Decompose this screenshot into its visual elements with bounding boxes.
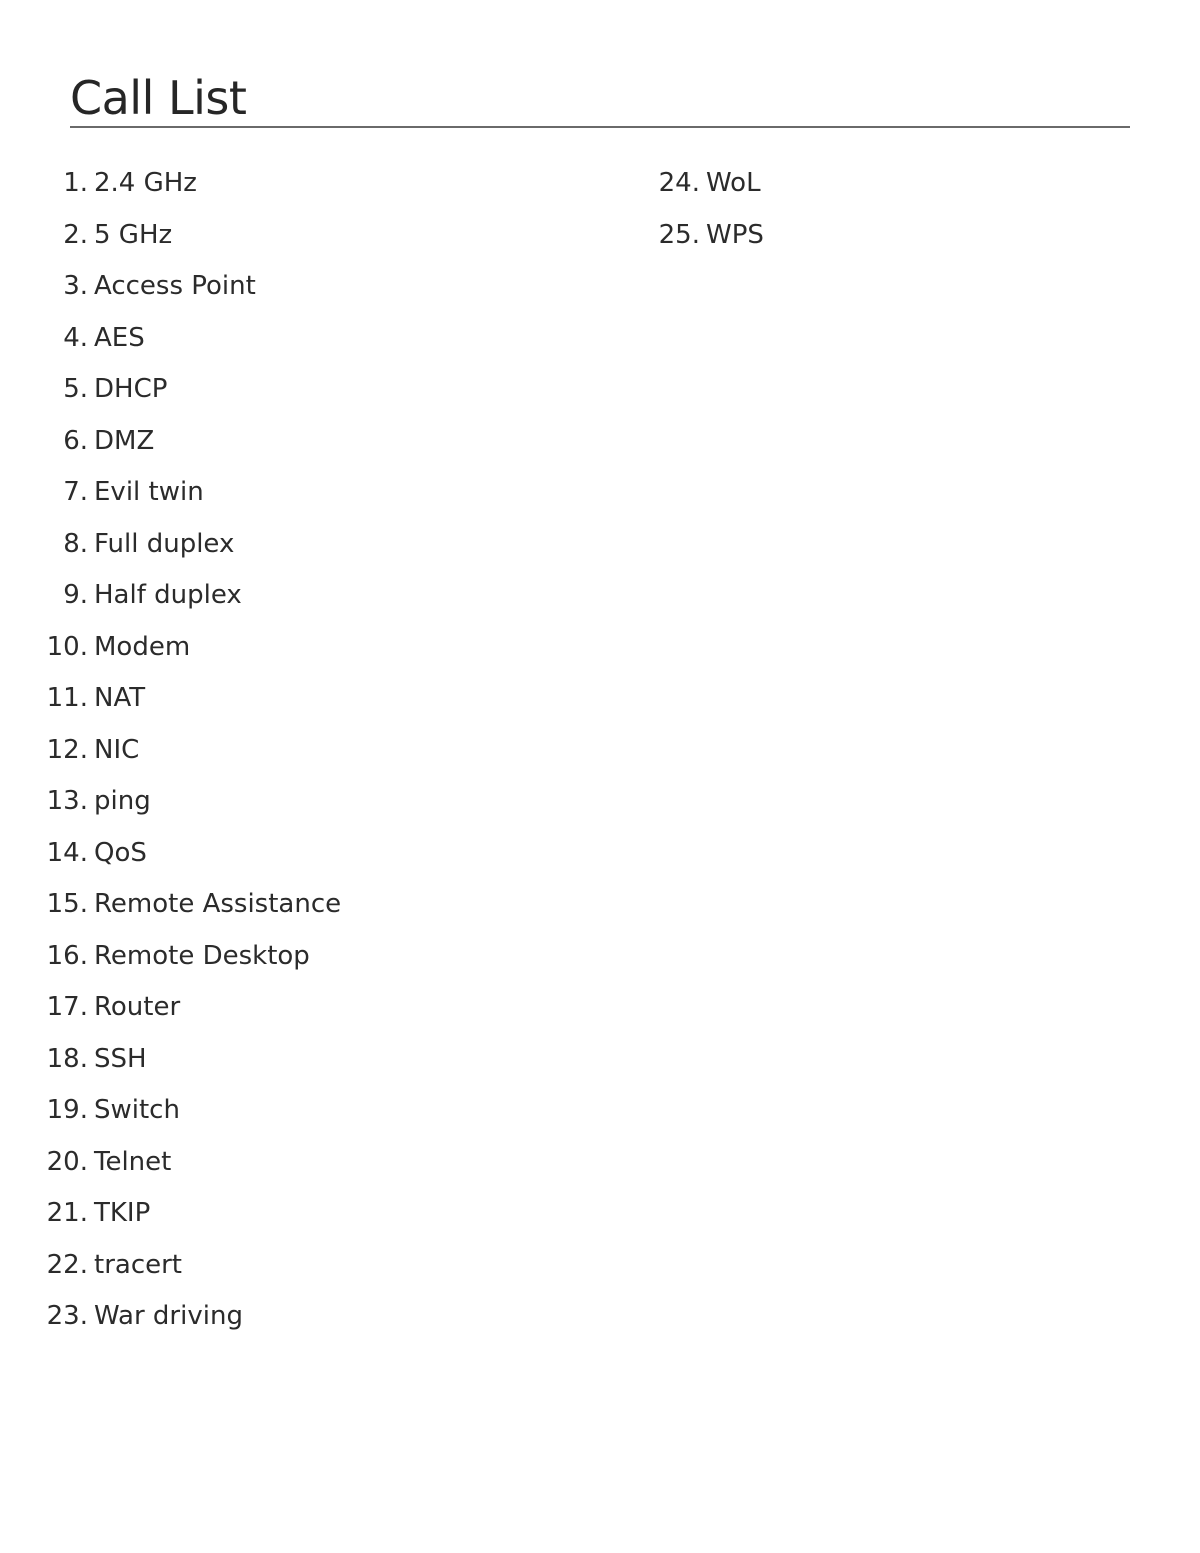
list-item-label: NAT [94,683,146,713]
list-item-number: 8. [63,528,88,559]
list-item [0,364,560,416]
list-item-label: QoS [94,837,147,868]
list-item-number: 3. [63,271,88,301]
list-item [0,725,560,777]
list-item-label: TKIP [94,1198,151,1228]
list-item-label: ping [94,786,151,816]
list-item [0,1137,560,1189]
list-item-label: DHCP [94,374,168,404]
list-item-number: 13. [46,786,88,816]
list-item [0,931,560,983]
list-item-label: Remote Desktop [94,940,310,971]
list-item [0,982,560,1034]
list-item-number: 24. [658,168,700,198]
list-item-number: 1. [63,168,88,198]
list-item-label: Access Point [94,271,256,301]
list-item-number: 14. [46,837,88,868]
list-item-label: WPS [706,219,764,250]
list-item-number: 9. [63,580,88,610]
list-item-number: 12. [46,734,88,765]
list-item [0,313,560,365]
list-item-label: War driving [94,1301,243,1331]
list-item-label: Remote Assistance [94,889,342,919]
call-list-column-2 [600,158,1160,261]
list-item [0,519,560,571]
list-item [0,1291,560,1343]
list-item-number: 17. [46,992,88,1022]
list-item-label: DMZ [94,425,155,456]
list-item-label: Switch [94,1095,180,1125]
list-item-number: 10. [46,631,88,662]
list-item-label: Modem [94,631,191,662]
list-item-label: Router [94,992,181,1022]
list-item [0,879,560,931]
list-item [0,467,560,519]
list-item-label: Evil twin [94,477,204,507]
list-item [0,673,560,725]
list-item-number: 11. [46,683,88,713]
list-item [0,828,560,880]
list-item [0,210,560,262]
call-list-column-1 [0,158,560,1343]
list-item-number: 2. [63,219,88,250]
list-item-number: 18. [46,1043,88,1074]
list-item-label: Full duplex [94,528,235,559]
list-item [600,210,1160,262]
list-item [0,776,560,828]
list-item-number: 15. [46,889,88,919]
page-title: Call List [70,71,247,125]
list-item-label: SSH [94,1043,147,1074]
list-item-label: AES [94,322,145,353]
list-item [0,261,560,313]
list-item-number: 20. [46,1146,88,1177]
list-item [0,416,560,468]
list-item [0,570,560,622]
list-item-number: 6. [63,425,88,456]
list-item-label: NIC [94,734,140,765]
list-item-label: tracert [94,1249,182,1280]
list-item-number: 22. [46,1249,88,1280]
list-item [0,1240,560,1292]
list-item-number: 23. [46,1301,88,1331]
list-item-label: Telnet [94,1146,172,1177]
title-divider [70,126,1130,128]
list-item-number: 5. [63,374,88,404]
list-item [0,1085,560,1137]
list-item-number: 7. [63,477,88,507]
list-item-number: 21. [46,1198,88,1228]
list-item-number: 4. [63,322,88,353]
list-item-label: 5 GHz [94,219,173,250]
list-item-number: 16. [46,940,88,971]
list-item [600,158,1160,210]
list-item-number: 25. [658,219,700,250]
list-item [0,1034,560,1086]
list-item [0,158,560,210]
list-item [0,1188,560,1240]
list-item-label: Half duplex [94,580,242,610]
list-item-label: 2.4 GHz [94,168,197,198]
list-item-number: 19. [46,1095,88,1125]
list-item-label: WoL [706,168,761,198]
list-item [0,622,560,674]
